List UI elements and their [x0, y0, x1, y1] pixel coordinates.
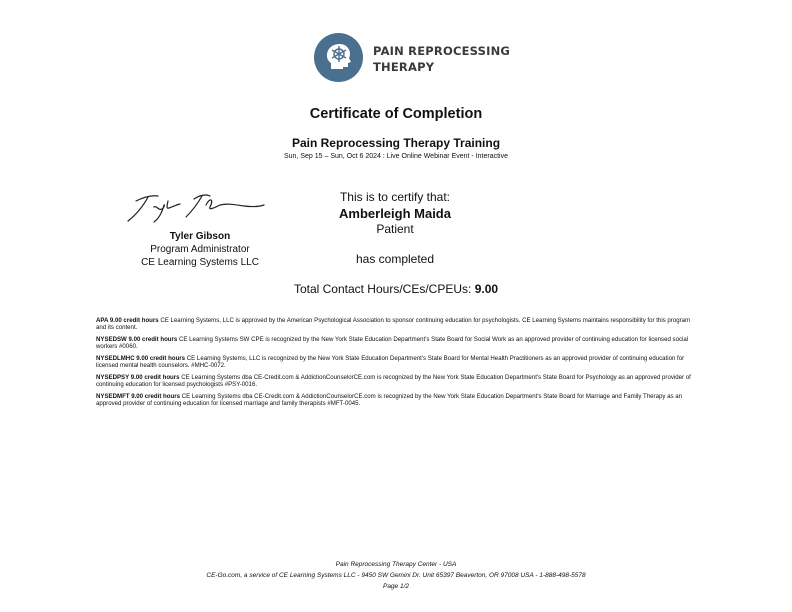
event-dates: Sun, Sep 15 – Sun, Oct 6 2024 : Live Online Webinar Event - Interactive — [284, 153, 508, 160]
credit-text: CE Learning Systems SW CPE is recognized by the New York State Education Department's State Board for Social Work as an approved provider of continuing education for licensed social workers #0060. — [96, 336, 689, 350]
total-hours-value: 9.00 — [474, 282, 499, 296]
head-brain-icon — [314, 33, 363, 82]
page-number: Page 1/2 — [382, 583, 410, 590]
credit-statements — [96, 317, 700, 412]
credit-statement — [96, 374, 700, 388]
recipient-name: Amberleigh Maida — [339, 206, 451, 221]
signatory-name: Tyler Gibson — [169, 231, 231, 242]
signatory-title: Program Administrator — [150, 244, 250, 255]
credit-text: CE Learning Systems, LLC is recognized by the New York State Education Department's State Board for Mental Health Practitioners as an approved provider of continuing education for licensed mental health counselors. #MHC-0072. — [96, 355, 685, 369]
credit-label: NYSEDSW 9.00 credit hours — [96, 336, 178, 343]
logo-line-2: THERAPY — [373, 60, 435, 74]
credit-statement — [96, 355, 700, 369]
footer-center-name: Pain Reprocessing Therapy Center - USA — [335, 561, 457, 568]
training-title: Pain Reprocessing Therapy Training — [291, 136, 501, 150]
credit-label: NYSEDMFT 9.00 credit hours — [96, 393, 180, 400]
total-hours — [0, 282, 792, 296]
completed-text: has completed — [355, 252, 435, 266]
credit-text: CE Learning Systems, LLC is approved by the American Psychological Association to sponsor continuing education for psychologists. CE Learning Systems maintains responsibility for this program and its content. — [96, 317, 691, 331]
credit-statement — [96, 393, 700, 407]
signature-image — [124, 189, 269, 227]
credit-text: CE Learning Systems dba CE-Credit.com & AddictionCounselorCE.com is recognized by the New York State Education Department's State Board for Marriage and Family Therapy as an approved provider of continuing education for licensed marriage and family therapists #MFT-0045. — [96, 393, 682, 407]
certify-text: This is to certify that: — [339, 190, 451, 204]
recipient-role: Patient — [376, 222, 414, 236]
signatory-organization: CE Learning Systems LLC — [141, 257, 259, 268]
credit-text: CE Learning Systems dba CE-Credit.com & AddictionCounselorCE.com is recognized by the New York State Education Department's State Board for Psychology as an approved provider of continuing education for licensed psychologists #PSY-0016. — [96, 374, 691, 388]
credit-label: APA 9.00 credit hours — [96, 317, 159, 324]
total-hours-label: Total Contact Hours/CEs/CPEUs: — [293, 282, 472, 296]
credit-label: NYSEDPSY 9.00 credit hours — [96, 374, 180, 381]
credit-label: NYSEDLMHC 9.00 credit hours — [96, 355, 186, 362]
credit-statement — [96, 336, 700, 350]
credit-statement — [96, 317, 700, 331]
logo-wordmark — [373, 43, 513, 75]
logo — [314, 33, 514, 85]
certificate-title: Certificate of Completion — [309, 106, 483, 122]
footer-address: CE-Go.com, a service of CE Learning Systems LLC - 9450 SW Gemini Dr. Unit 65397 Beaverton, OR 97008 USA - 1-888-498-5578 — [206, 572, 586, 579]
logo-line-1: PAIN REPROCESSING — [373, 44, 511, 58]
